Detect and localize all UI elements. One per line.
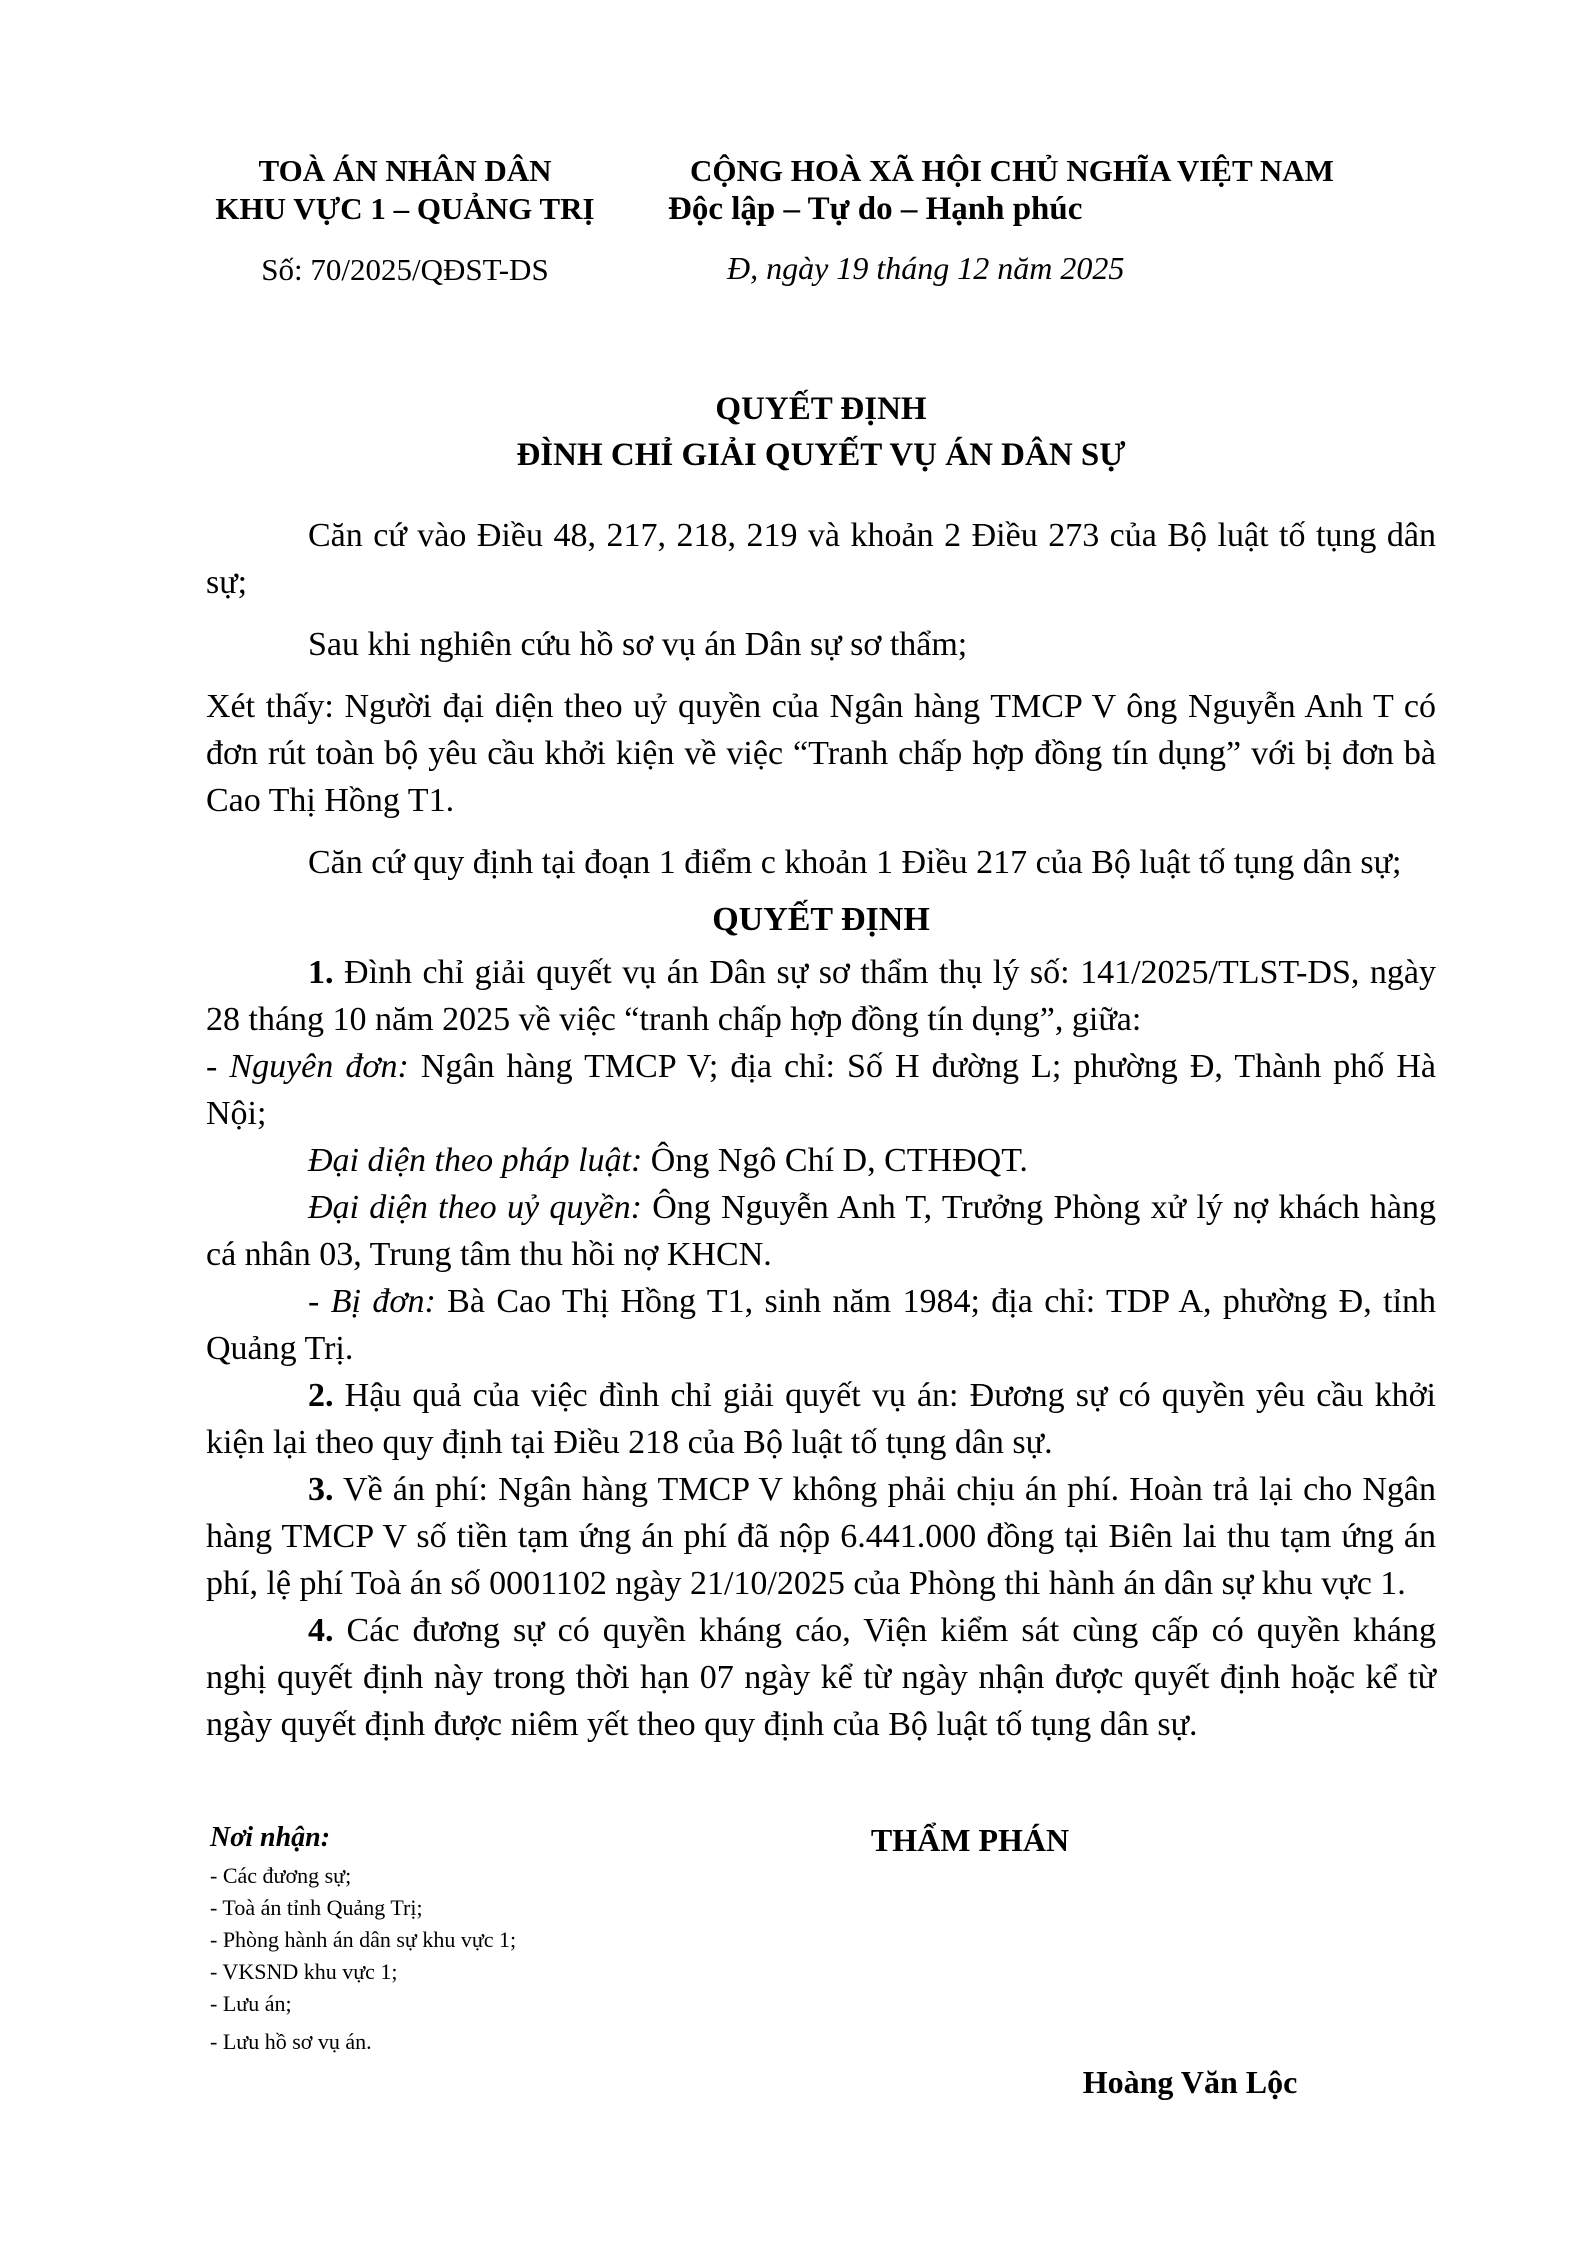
plaintiff-text: Ngân hàng TMCP V; địa chỉ: Số H đường L; phường Đ, Thành phố Hà Nội;: [206, 1048, 1436, 1132]
recipient-item: - VKSND khu vực 1;: [210, 1959, 398, 1984]
preamble-review: Sau khi nghiên cứu hồ sơ vụ án Dân sự sơ thẩm;: [308, 626, 968, 663]
recipient-item: - Lưu án;: [210, 1991, 292, 2016]
decision-heading: QUYẾT ĐỊNH: [712, 901, 930, 938]
court-name-line2: KHU VỰC 1 – QUẢNG TRỊ: [215, 191, 595, 226]
recipient-item: - Toà án tỉnh Quảng Trị;: [210, 1895, 423, 1920]
legal-representative: [206, 1137, 1436, 1184]
document-body: [206, 512, 1436, 1748]
court-name-line1: TOÀ ÁN NHÂN DÂN: [258, 153, 552, 188]
decision-item-4: [206, 1607, 1436, 1748]
national-motto-line1: CỘNG HOÀ XÃ HỘI CHỦ NGHĨA VIỆT NAM: [690, 153, 1334, 188]
signer-name: Hoàng Văn Lộc: [1082, 2064, 1298, 2100]
national-motto-line2: Độc lập – Tự do – Hạnh phúc: [668, 191, 1083, 227]
recipient-item: - Lưu hồ sơ vụ án.: [210, 2029, 372, 2054]
item-text: Đình chỉ giải quyết vụ án Dân sự sơ thẩm thụ lý số: 141/2025/TLST-DS, ngày 28 tháng 10 năm 2025 về việc “tranh chấp hợp đồng tín dụng”, giữa:: [206, 954, 1436, 1038]
decision-item-1: [206, 949, 1436, 1043]
decision-item-2: [206, 1372, 1436, 1466]
plaintiff-label: Nguyên đơn:: [229, 1048, 409, 1085]
item-text: Về án phí: Ngân hàng TMCP V không phải chịu án phí. Hoàn trả lại cho Ngân hàng TMCP V số tiền tạm ứng án phí đã nộp 6.441.000 đồng tại Biên lai thu tạm ứng án phí, lệ phí Toà án số 0001102 ngày 21/10/2025 của Phòng thi hành án dân sự khu vực 1.: [206, 1471, 1436, 1602]
item-number: 1.: [308, 954, 334, 991]
defendant-label: Bị đơn:: [330, 1283, 436, 1320]
title-line2: ĐÌNH CHỈ GIẢI QUYẾT VỤ ÁN DÂN SỰ: [516, 437, 1126, 473]
legal-rep-label: Đại diện theo pháp luật:: [308, 1142, 643, 1179]
authorized-representative: [206, 1184, 1436, 1278]
defendant-text: Bà Cao Thị Hồng T1, sinh năm 1984; địa chỉ: TDP A, phường Đ, tỉnh Quảng Trị.: [206, 1283, 1437, 1367]
dash: -: [206, 1048, 230, 1085]
recipient-item: - Phòng hành án dân sự khu vực 1;: [210, 1927, 517, 1952]
legal-rep-text: Ông Ngô Chí D, CTHĐQT.: [642, 1142, 1028, 1179]
decision-item-3: [206, 1466, 1436, 1607]
recipients-title: Nơi nhận:: [210, 1822, 331, 1853]
item-number: 4.: [308, 1612, 334, 1649]
dash: -: [308, 1283, 331, 1320]
item-text: Các đương sự có quyền kháng cáo, Viện kiểm sát cùng cấp có quyền kháng nghị quyết định này trong thời hạn 07 ngày kể từ ngày nhận được quyết định hoặc kể từ ngày quyết định được niêm yết theo quy định của Bộ luật tố tụng dân sự.: [206, 1612, 1436, 1743]
recipients-block: [210, 1822, 516, 2058]
item-text: Hậu quả của việc đình chỉ giải quyết vụ án: Đương sự có quyền yêu cầu khởi kiện lại theo quy định tại Điều 218 của Bộ luật tố tụng dân sự.: [206, 1377, 1436, 1461]
document-title: [206, 386, 1436, 478]
preamble-finding: Xét thấy: Người đại diện theo uỷ quyền của Ngân hàng TMCP V ông Nguyễn Anh T có đơn rút toàn bộ yêu cầu khởi kiện về việc “Tranh chấp hợp đồng tín dụng” với bị đơn bà Cao Thị Hồng T1.: [206, 688, 1436, 819]
signature-title: THẨM PHÁN: [870, 1822, 1070, 1858]
preamble-basis-article: Căn cứ quy định tại đoạn 1 điểm c khoản 1 Điều 217 của Bộ luật tố tụng dân sự;: [308, 844, 1402, 881]
plaintiff: [206, 1043, 1436, 1137]
recipient-item: - Các đương sự;: [210, 1863, 352, 1888]
document-date: Đ, ngày 19 tháng 12 năm 2025: [727, 250, 1125, 286]
preamble-legal-basis: Căn cứ vào Điều 48, 217, 218, 219 và khoản 2 Điều 273 của Bộ luật tố tụng dân sự;: [206, 517, 1436, 601]
auth-rep-label: Đại diện theo uỷ quyền:: [308, 1189, 642, 1226]
title-line1: QUYẾT ĐỊNH: [715, 391, 927, 427]
court-name: [200, 152, 610, 228]
item-number: 3.: [308, 1471, 334, 1508]
document-number: Số: 70/2025/QĐST-DS: [261, 252, 549, 287]
item-number: 2.: [308, 1377, 334, 1414]
defendant: [206, 1278, 1436, 1372]
auth-rep-text: Ông Nguyễn Anh T, Trưởng Phòng xử lý nợ khách hàng cá nhân 03, Trung tâm thu hồi nợ KHCN.: [206, 1189, 1437, 1273]
